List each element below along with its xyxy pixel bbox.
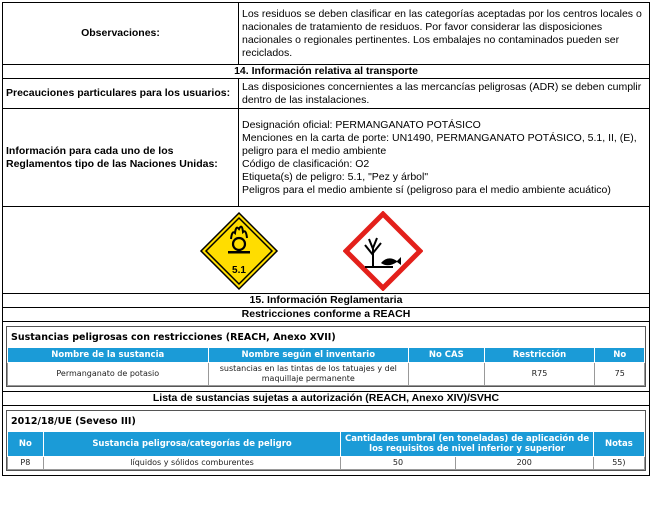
restricted-substances-box: [6, 326, 646, 387]
seveso-box: [6, 410, 646, 471]
table-row: [8, 457, 645, 470]
reach-restrictions-title: Restricciones conforme a REACH: [3, 308, 650, 322]
precauciones-text: Las disposiciones concernientes a las mercancías peligrosas (ADR) se deben cumplir dentro de las instalaciones.: [239, 79, 650, 109]
cell-umbral-inferior: 50: [341, 457, 455, 470]
col-sustancia-peligrosa: Sustancia peligrosa/categorías de peligro: [43, 432, 341, 457]
section-14-title: 14. Información relativa al transporte: [3, 65, 650, 79]
col-notas: Notas: [593, 432, 644, 457]
col-nombre-inventario: Nombre según el inventario: [208, 348, 409, 363]
col-no: No: [595, 348, 645, 363]
designacion-oficial: Designación oficial: PERMANGANATO POTÁSICO: [242, 118, 481, 131]
pictograms-row: [3, 207, 650, 294]
seveso-table: [7, 431, 645, 470]
restricted-substances-cell: [3, 322, 650, 392]
peligros-medio-ambiente: Peligros para el medio ambiente sí (peligroso para el medio ambiente acuático): [242, 183, 611, 196]
col-no: No: [8, 432, 44, 457]
col-no-cas: No CAS: [409, 348, 484, 363]
precauciones-row: [3, 79, 650, 109]
table-row: [8, 363, 645, 386]
cell-no: 75: [595, 363, 645, 386]
observaciones-row: [3, 3, 650, 65]
cell-cas: [409, 363, 484, 386]
class-5.1-label: 5.1: [232, 265, 246, 276]
precauciones-label: Precauciones particulares para los usuarios:: [3, 79, 239, 109]
cell-sustancia: Permanganato de potasio: [8, 363, 209, 386]
sds-page: [2, 2, 649, 476]
environment-hazard-icon: [343, 211, 423, 291]
col-restriccion: Restricción: [484, 348, 595, 363]
cell-notas: 55): [593, 457, 644, 470]
info-onu-row: [3, 109, 650, 207]
observaciones-label: Observaciones:: [3, 3, 239, 65]
info-onu-value: [239, 109, 650, 207]
svhc-title: Lista de sustancias sujetas a autorización (REACH, Anexo XIV)/SVHC: [3, 392, 650, 406]
codigo-clasificacion: Código de clasificación: O2: [242, 157, 370, 170]
col-cantidades-umbral: Cantidades umbral (en toneladas) de aplicación de los requisitos de nivel inferior y superior: [341, 432, 593, 457]
carta-de-porte: Menciones en la carta de porte: UN1490, PERMANGANATO POTÁSICO, 5.1, II, (E), peligro para el medio ambiente: [242, 131, 637, 157]
cell-no: P8: [8, 457, 44, 470]
section-15-title: 15. Información Reglamentaria: [3, 294, 650, 308]
etiquetas-peligro: Etiqueta(s) de peligro: 5.1, "Pez y árbol": [242, 170, 429, 183]
cell-umbral-superior: 200: [455, 457, 593, 470]
cell-inventario: sustancias en las tintas de los tatuajes y del maquillaje permanente: [208, 363, 409, 386]
cell-sustancia: líquidos y sólidos comburentes: [43, 457, 341, 470]
seveso-title: 2012/18/UE (Seveso III): [11, 416, 136, 427]
sds-table: [2, 2, 650, 476]
pictograms-cell: [3, 207, 650, 294]
seveso-cell: [3, 406, 650, 476]
observaciones-text: Los residuos se deben clasificar en las categorías aceptadas por los centros locales o nacionales de tratamiento de residuos. Por favor considerar las disposiciones nacionales o regionales pertinentes. Los embalajes no contaminados pueden ser reciclados.: [239, 3, 650, 65]
cell-restriccion: R75: [484, 363, 595, 386]
restricted-substances-table: [7, 347, 645, 386]
oxidizer-5.1-diamond-icon: [199, 211, 279, 291]
info-onu-label: Información para cada uno de los Reglamentos tipo de las Naciones Unidas:: [3, 109, 239, 207]
col-nombre-sustancia: Nombre de la sustancia: [8, 348, 209, 363]
restricted-substances-title: Sustancias peligrosas con restricciones (REACH, Anexo XVII): [11, 332, 336, 343]
